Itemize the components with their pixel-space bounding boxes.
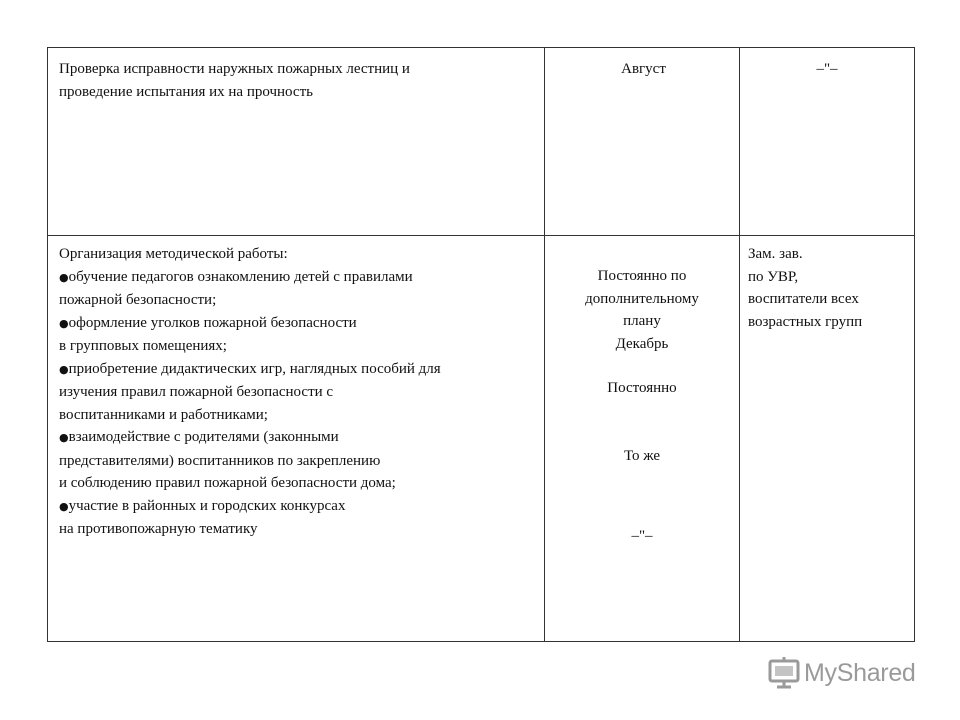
bullet-item-text: оформление уголков пожарной безопасности <box>68 314 357 331</box>
deadline-text: –"– <box>631 528 653 544</box>
task-cell <box>48 236 545 642</box>
bullet-item <box>59 426 536 450</box>
bullet-item-text: на противопожарную тематику <box>59 521 258 537</box>
task-text-line: Проверка исправности наружных пожарных лестниц и <box>59 61 410 77</box>
bullet-item-text: участие в районных и городских конкурсах <box>68 497 346 514</box>
responsible-text: –"– <box>816 61 838 77</box>
bullet-icon: ● <box>59 362 69 376</box>
table-row <box>48 236 915 642</box>
deadline-text: дополнительному <box>585 290 699 307</box>
deadline-text: Постоянно <box>607 380 677 396</box>
responsible-cell <box>740 236 915 642</box>
responsible-text: по УВР, <box>748 268 799 285</box>
bullet-icon: ● <box>59 431 69 444</box>
bullet-item-text: представителями) воспитанников по закреплению <box>59 452 381 469</box>
bullet-item-text: воспитанниками и работниками; <box>59 406 268 423</box>
bullet-item <box>59 495 536 519</box>
bullet-item-text: обучение педагогов ознакомлению детей с правилами <box>68 268 413 285</box>
deadline-cell <box>545 48 740 236</box>
bullet-item <box>59 358 536 382</box>
bullet-item-text: взаимодействие с родителями (законными <box>68 429 339 445</box>
table-row <box>48 48 915 236</box>
deadline-cell <box>545 236 740 642</box>
bullet-item-text: в групповых помещениях; <box>59 338 227 354</box>
fire-safety-plan-table <box>47 47 915 642</box>
deadline-text: Август <box>621 61 666 77</box>
bullet-icon: ● <box>59 270 69 284</box>
bullet-item-text: и соблюдению правил пожарной безопасности дома; <box>59 475 396 491</box>
deadline-text: Постоянно по <box>597 268 687 284</box>
responsible-text: Зам. зав. <box>748 246 803 262</box>
deadline-text: Декабрь <box>615 335 669 352</box>
watermark-text: MyShared <box>804 658 916 687</box>
bullet-item-text: приобретение дидактических игр, наглядных пособий для <box>68 360 441 377</box>
bullet-icon: ● <box>59 499 69 513</box>
task-heading: Организация методической работы: <box>59 246 288 262</box>
task-text-line: проведение испытания их на прочность <box>59 83 313 100</box>
presentation-board-icon <box>766 655 802 691</box>
bullet-item-text: изучения правил пожарной безопасности с <box>59 384 334 400</box>
bullet-item <box>59 266 536 290</box>
deadline-text: То же <box>623 447 661 464</box>
bullet-item <box>59 312 536 336</box>
task-cell <box>48 48 545 236</box>
responsible-text: воспитатели всех <box>748 291 859 307</box>
responsible-cell <box>740 48 915 236</box>
bullet-item-text: пожарной безопасности; <box>59 292 217 308</box>
responsible-text: возрастных групп <box>748 313 863 330</box>
bullet-icon: ● <box>59 316 69 330</box>
myshared-watermark <box>766 655 916 691</box>
deadline-text: плану <box>623 313 661 329</box>
